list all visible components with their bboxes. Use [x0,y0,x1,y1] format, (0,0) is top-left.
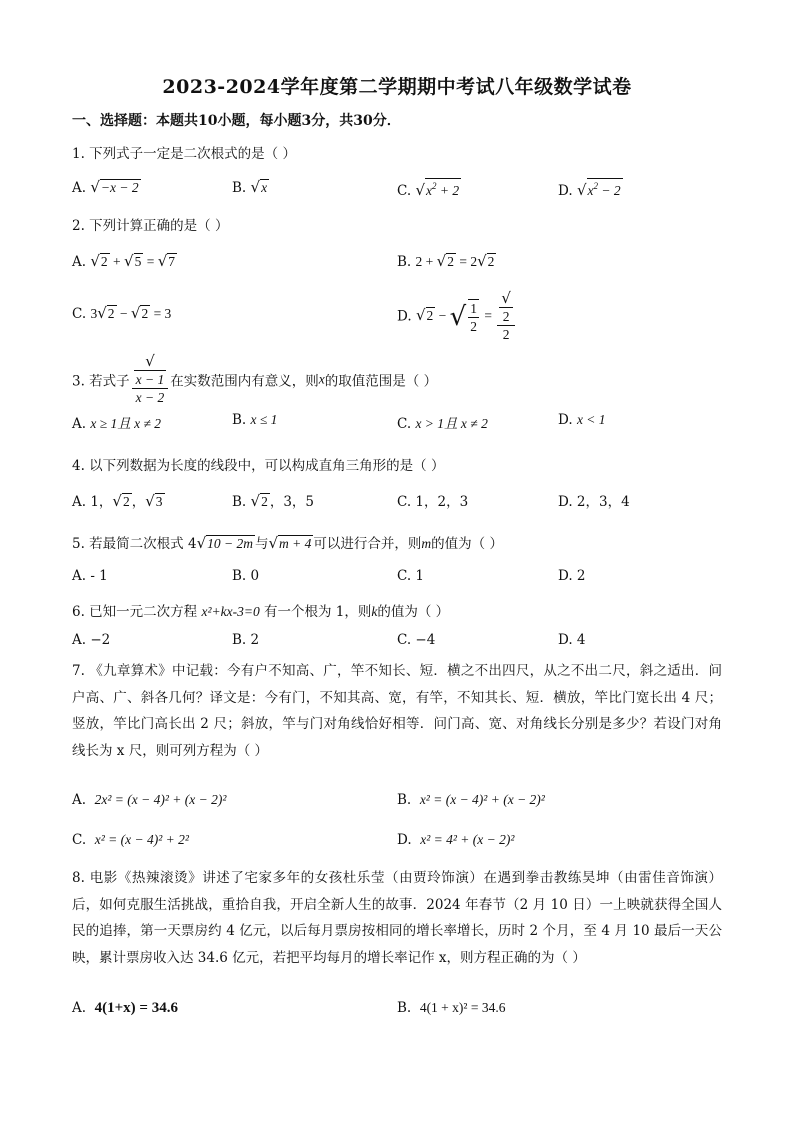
q8-option-b[interactable]: B. 4(1 + x)² = 34.6 [397,1000,506,1016]
q5-option-a[interactable]: A. - 1 [72,568,108,584]
q6-option-a[interactable]: A. −2 [72,632,111,648]
q4-option-b[interactable]: B. √2 ，3，5 [232,492,315,510]
q4-option-c[interactable]: C. 1，2，3 [397,494,469,510]
q3-option-a[interactable]: A. x ≥ 1且 x ≠ 2 [72,416,162,432]
q3-option-d[interactable]: D. x < 1 [558,412,606,428]
q1-option-c[interactable]: C. $√x^2 + 2$ [397,178,461,199]
question-5-stem: 5. 若最简二次根式 4√10 − 2m 与√m + 4 可以进行合并，则m的值为（ ） [72,534,503,552]
q7-option-d[interactable]: D. x² = 4² + (x − 2)² [397,832,515,848]
q5-option-b[interactable]: B. 0 [232,568,260,584]
q1-option-b[interactable]: B. √x [232,178,268,196]
question-8-stem: 8. 电影《热辣滚烫》讲述了宅家多年的女孩杜乐莹（由贾玲饰演）在遇到拳击教练昊坤（由雷佳音饰演）后，如何克服生活挑战，重拾自我，开启全新人生的故事．2024 年春节（2 月 10 日）一上映就获得全国人民的追捧，第一天票房约 4 亿元，以后每月票房按相同的增长率增长，历时 2 个月，至 4 月 10 最后一天公映，累计票房收入达 34.6 亿元，若把平均每月的增长率记作 x，则方程正确的为（ ） [72,870,722,966]
q6-option-c[interactable]: C. −4 [397,632,436,648]
q2-option-a[interactable]: A. √2 + √5 = √7 [72,252,176,270]
q5-option-c[interactable]: C. 1 [397,568,425,584]
q7-option-c[interactable]: C. x² = (x − 4)² + 2² [72,832,189,848]
section-heading: 一、选择题：本题共10小题，每小题3分，共30分． [72,113,401,129]
question-4-stem: 4. 以下列数据为长度的线段中，可以构成直角三角形的是（ ） [72,458,445,474]
q6-option-d[interactable]: D. 4 [558,632,586,648]
q7-option-a[interactable]: A. 2x² = (x − 4)² + (x − 2)² [72,792,227,808]
question-7-stem: 7. 《九章算术》中记载：今有户不知高、广，竿不知长、短．横之不出四尺，从之不出二尺，斜之适出．问户高、广、斜各几何？译文是：今有门，不知其高、宽，有竿，不知其长、短．横放，竿比门宽长出 4 尺；竖放，竿比门高长出 2 尺；斜放，竿与门对角线恰好相等．问门高、宽、对角线长分别是多少？若设门对角线长为 x 尺，则可列方程为（ ） [72,663,722,759]
question-1-stem: 1. 下列式子一定是二次根式的是（ ） [72,146,296,162]
q3-option-c[interactable]: C. x > 1且 x ≠ 2 [397,416,488,432]
q2-option-b[interactable]: B. 2 + √2 = 2√2 [397,252,495,270]
q1-option-a[interactable]: A. √−x − 2 [72,178,139,196]
q3-option-b[interactable]: B. x ≤ 1 [232,412,278,428]
q4-option-d[interactable]: D. 2，3，4 [558,494,630,510]
q8-option-a[interactable]: A. 4(1+x) = 34.6 [72,1000,178,1016]
q2-option-c[interactable]: C. 3√2 − √2 = 3 [72,304,172,322]
q2-option-d[interactable]: D. √2 − √ $\frac{1}{2}$ = √ 2 2 [397,290,517,343]
question-3-stem: 3. 若式子 √ x − 1 x − 2 在实数范围内有意义，则x的取值范围是（ ） [72,352,438,405]
radical-sign: √ [90,178,100,196]
question-6-stem: 6. 已知一元二次方程 x²+kx-3=0 有一个根为 1，则k的值为（ ） [72,604,450,620]
page-title: 2023-2024学年度第二学期期中考试八年级数学试卷 [162,76,632,98]
q6-option-b[interactable]: B. 2 [232,632,260,648]
q7-option-b[interactable]: B. x² = (x − 4)² + (x − 2)² [397,792,545,808]
question-2-stem: 2. 下列计算正确的是（ ） [72,218,229,234]
q4-option-a[interactable]: A. 1，√2 ，√3 [72,492,163,510]
q1-option-d[interactable]: D. $√x^2 - 2$ [558,178,623,199]
q5-option-d[interactable]: D. 2 [558,568,586,584]
